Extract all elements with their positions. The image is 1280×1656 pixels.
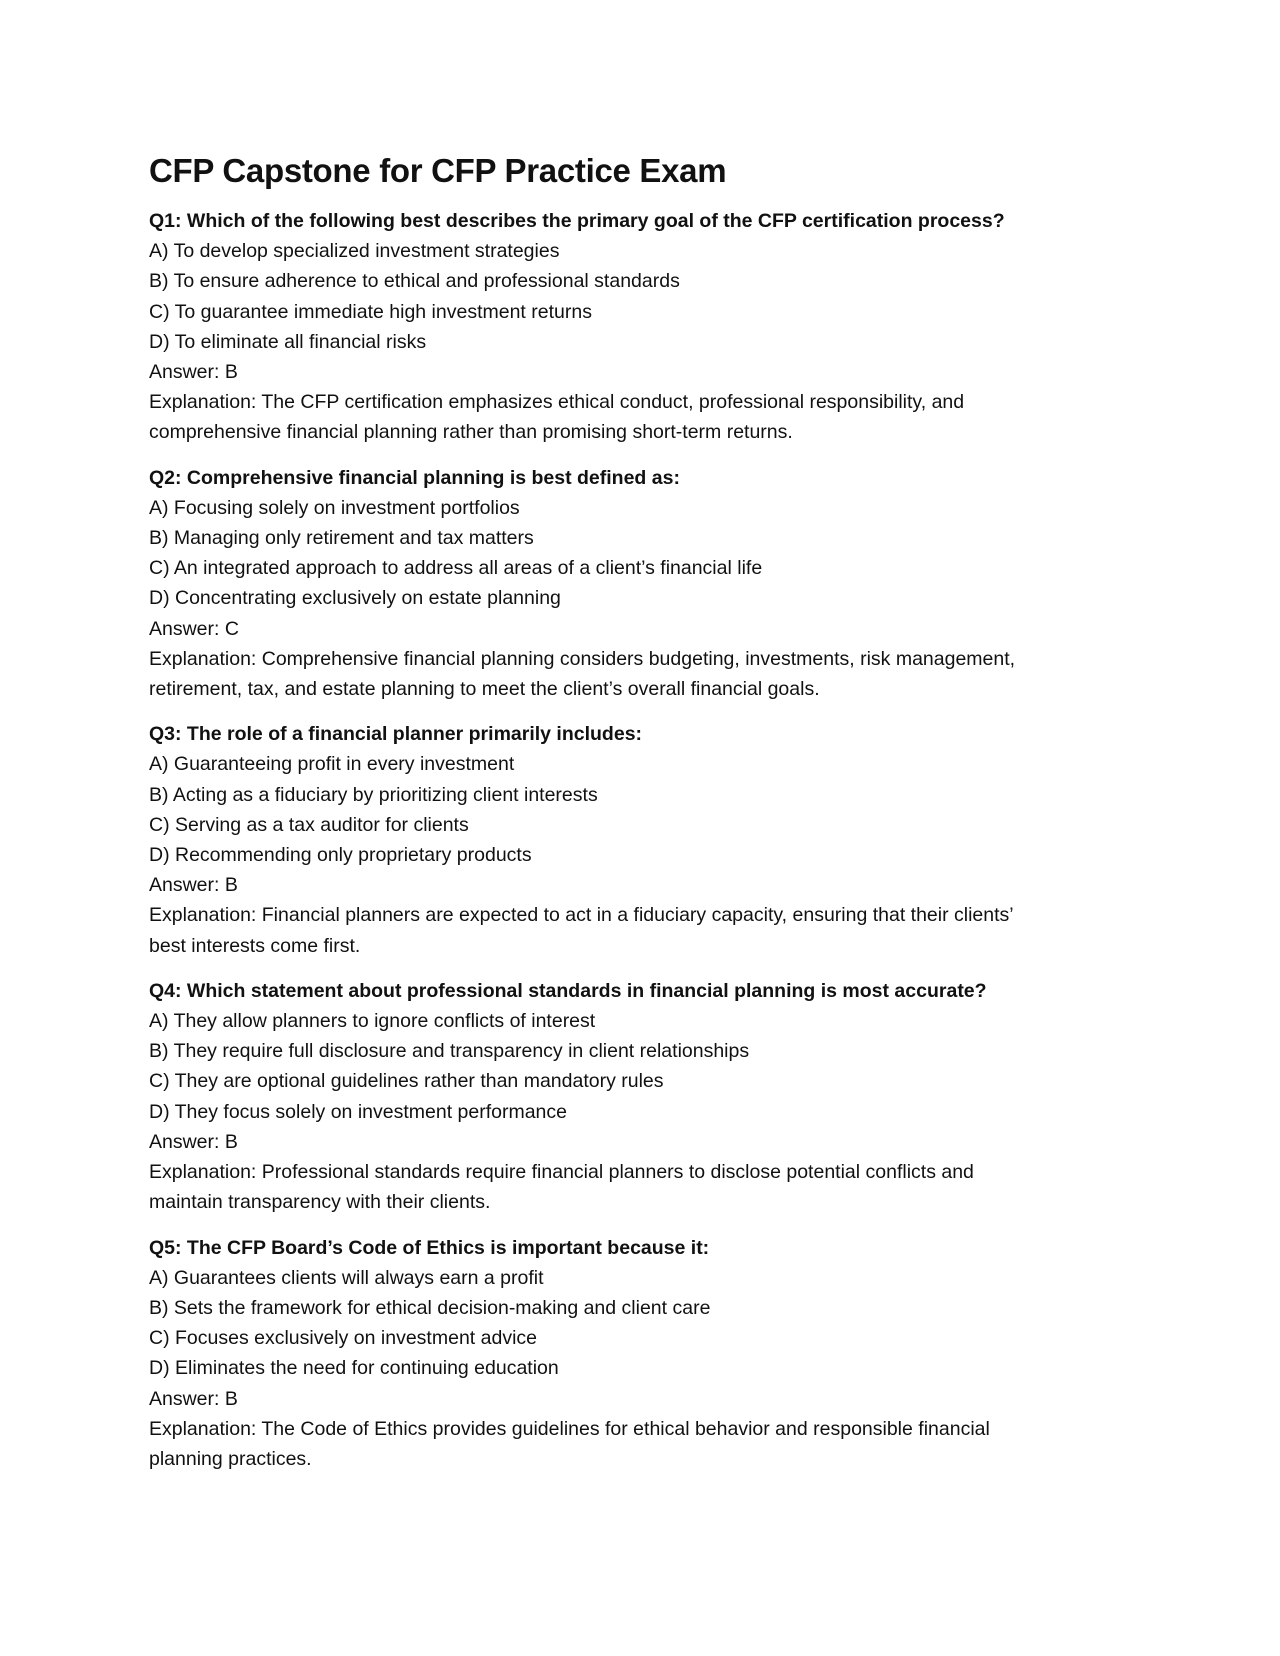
question-text: Q3: The role of a financial planner primarily includes: bbox=[149, 723, 643, 746]
answer-key: Answer: B bbox=[149, 1387, 238, 1410]
document-title: CFP Capstone for CFP Practice Exam bbox=[149, 152, 727, 189]
answer-option: D) To eliminate all financial risks bbox=[149, 330, 427, 353]
explanation-text: comprehensive financial planning rather than promising short-term returns. bbox=[149, 421, 793, 444]
explanation-text: retirement, tax, and estate planning to meet the client’s overall financial goals. bbox=[149, 678, 820, 701]
question-block bbox=[149, 719, 1149, 961]
answer-option: B) They require full disclosure and transparency in client relationships bbox=[149, 1040, 750, 1063]
answer-option: D) Eliminates the need for continuing education bbox=[149, 1357, 559, 1380]
answer-option: C) Focuses exclusively on investment advice bbox=[149, 1327, 537, 1350]
answer-option: C) An integrated approach to address all areas of a client’s financial life bbox=[149, 557, 763, 580]
answer-option: A) Focusing solely on investment portfolios bbox=[149, 496, 520, 519]
document-page bbox=[149, 150, 1149, 1489]
question-block bbox=[149, 463, 1149, 705]
question-block bbox=[149, 976, 1149, 1218]
answer-key: Answer: C bbox=[149, 617, 239, 640]
answer-key: Answer: B bbox=[149, 361, 238, 384]
answer-key: Answer: B bbox=[149, 1130, 238, 1153]
answer-option: A) To develop specialized investment strategies bbox=[149, 240, 560, 263]
question-list bbox=[149, 206, 1149, 1474]
question-block bbox=[149, 1233, 1149, 1475]
explanation-text: Explanation: Comprehensive financial planning considers budgeting, investments, risk management, bbox=[149, 647, 1016, 670]
answer-option: B) Sets the framework for ethical decision-making and client care bbox=[149, 1296, 711, 1319]
explanation-text: maintain transparency with their clients. bbox=[149, 1191, 491, 1214]
answer-option: A) Guarantees clients will always earn a profit bbox=[149, 1266, 544, 1289]
question-text: Q4: Which statement about professional standards in financial planning is most accurate? bbox=[149, 979, 987, 1002]
answer-key: Answer: B bbox=[149, 874, 238, 897]
answer-option: B) Acting as a fiduciary by prioritizing client interests bbox=[149, 783, 598, 806]
answer-option: C) To guarantee immediate high investment returns bbox=[149, 300, 592, 323]
answer-option: B) To ensure adherence to ethical and professional standards bbox=[149, 270, 680, 293]
answer-option: A) They allow planners to ignore conflicts of interest bbox=[149, 1010, 596, 1033]
answer-option: C) They are optional guidelines rather than mandatory rules bbox=[149, 1070, 664, 1093]
question-block bbox=[149, 206, 1149, 448]
answer-option: C) Serving as a tax auditor for clients bbox=[149, 813, 469, 836]
answer-option: D) They focus solely on investment performance bbox=[149, 1100, 567, 1123]
explanation-text: planning practices. bbox=[149, 1447, 312, 1470]
explanation-text: Explanation: Financial planners are expected to act in a fiduciary capacity, ensuring that their clients’ bbox=[149, 904, 1014, 927]
explanation-text: Explanation: Professional standards require financial planners to disclose potential conflicts and bbox=[149, 1161, 974, 1184]
explanation-text: Explanation: The Code of Ethics provides guidelines for ethical behavior and responsible financial bbox=[149, 1417, 990, 1440]
question-text: Q1: Which of the following best describes the primary goal of the CFP certification process? bbox=[149, 210, 1005, 232]
explanation-text: Explanation: The CFP certification emphasizes ethical conduct, professional responsibility, and bbox=[149, 391, 965, 414]
answer-option: D) Recommending only proprietary products bbox=[149, 844, 532, 867]
answer-option: D) Concentrating exclusively on estate planning bbox=[149, 587, 561, 610]
explanation-text: best interests come first. bbox=[149, 934, 361, 957]
answer-option: A) Guaranteeing profit in every investment bbox=[149, 753, 515, 776]
answer-option: B) Managing only retirement and tax matters bbox=[149, 527, 534, 550]
question-text: Q5: The CFP Board’s Code of Ethics is important because it: bbox=[149, 1236, 710, 1259]
question-text: Q2: Comprehensive financial planning is best defined as: bbox=[149, 466, 680, 489]
